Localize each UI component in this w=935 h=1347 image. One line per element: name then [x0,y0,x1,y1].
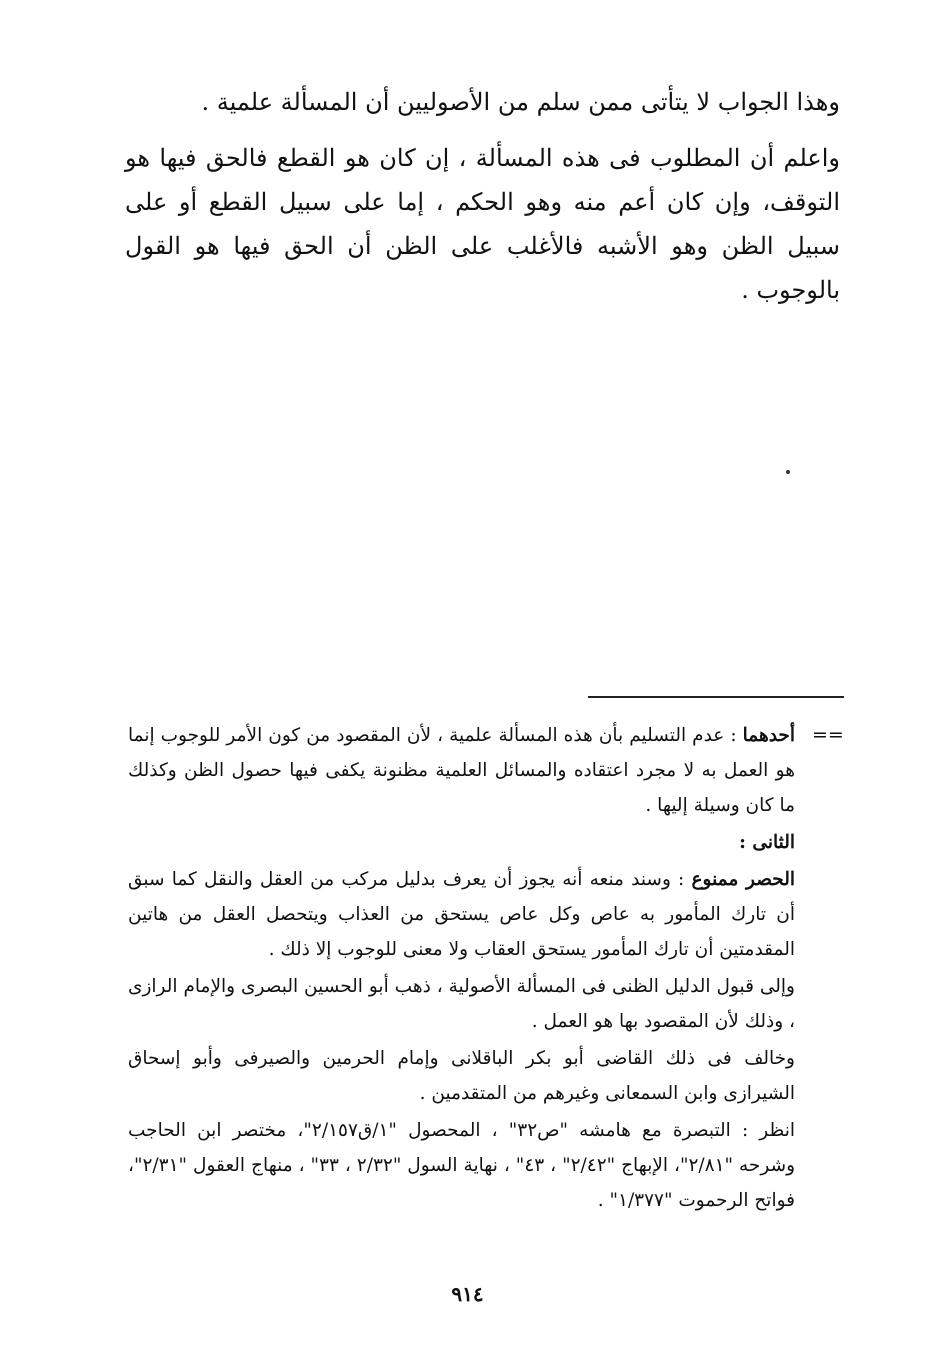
footnote-paragraph [128,718,795,823]
footnote-continuation-marker: == [812,724,844,746]
footnote-paragraph [128,825,795,860]
footnote-text: وخالف فى ذلك القاضى أبو بكر الباقلانى وإمام الحرمين والصيرفى وأبو إسحاق الشيرازى وابن السمعانى وغيرهم من المتقدمين . [128,1048,795,1104]
main-text [125,80,840,324]
footnote-text: وإلى قبول الدليل الظنى فى المسألة الأصولية ، ذهب أبو الحسين البصرى والإمام الرازى ، وذلك لأن المقصود بها هو العمل . [128,976,795,1032]
footnote-text: انظر : التبصرة مع هامشه "ص٣٢" ، المحصول "١/ق٢/١٥٧"، مختصر ابن الحاجب وشرحه "٢/٨١"، الإبهاج "٢/٤٢" ، ٤٣" ، نهاية السول "٢/٣٢ ، ٣٣" ، منهاج العقول "٢/٣١"، فواتح الرحموت "١/٣٧٧" . [128,1120,796,1211]
footnote-paragraph [128,862,795,967]
main-paragraph: وهذا الجواب لا يتأتى ممن سلم من الأصوليين أن المسألة علمية . [201,88,840,116]
footnote-lead: أحدهما [742,725,795,746]
footnote-lead: الحصر ممنوع [691,869,796,890]
footnote-paragraph [128,1113,795,1218]
main-paragraph: واعلم أن المطلوب فى هذه المسألة ، إن كان هو القطع فالحق فيها هو التوقف، وإن كان أعم منه وهو الحكم ، إما على سبيل القطع أو على سبيل الظن وهو الأشبه فالأغلب على الظن أن الحق فيها هو القول بالوجوب . [125,144,841,304]
footnote-paragraph [128,1041,795,1111]
footnote-text: : عدم التسليم بأن هذه المسألة علمية ، لأن المقصود من كون الأمر للوجوب إنما هو العمل به لا مجرد اعتقاده والمسائل العلمية مظنونة يكفى فيها حصول الظن وكذلك ما كان وسيلة إليها . [128,725,795,816]
footnote-lead: الثانى : [739,832,795,853]
footnotes [128,718,795,1220]
footnote-text: : وسند منعه أنه يجوز أن يعرف بدليل مركب من العقل والنقل كما سبق أن تارك المأمور به عاص وكل عاص يستحق من العذاب ويتحصل العقل من هاتين المقدمتين أن تارك المأمور يستحق العقاب ولا معنى للوجوب إلا ذلك . [128,869,795,960]
footnote-separator [588,696,844,698]
page-number: ٩١٤ [451,1282,484,1306]
stray-dot [786,470,790,474]
footnote-paragraph [128,969,795,1039]
